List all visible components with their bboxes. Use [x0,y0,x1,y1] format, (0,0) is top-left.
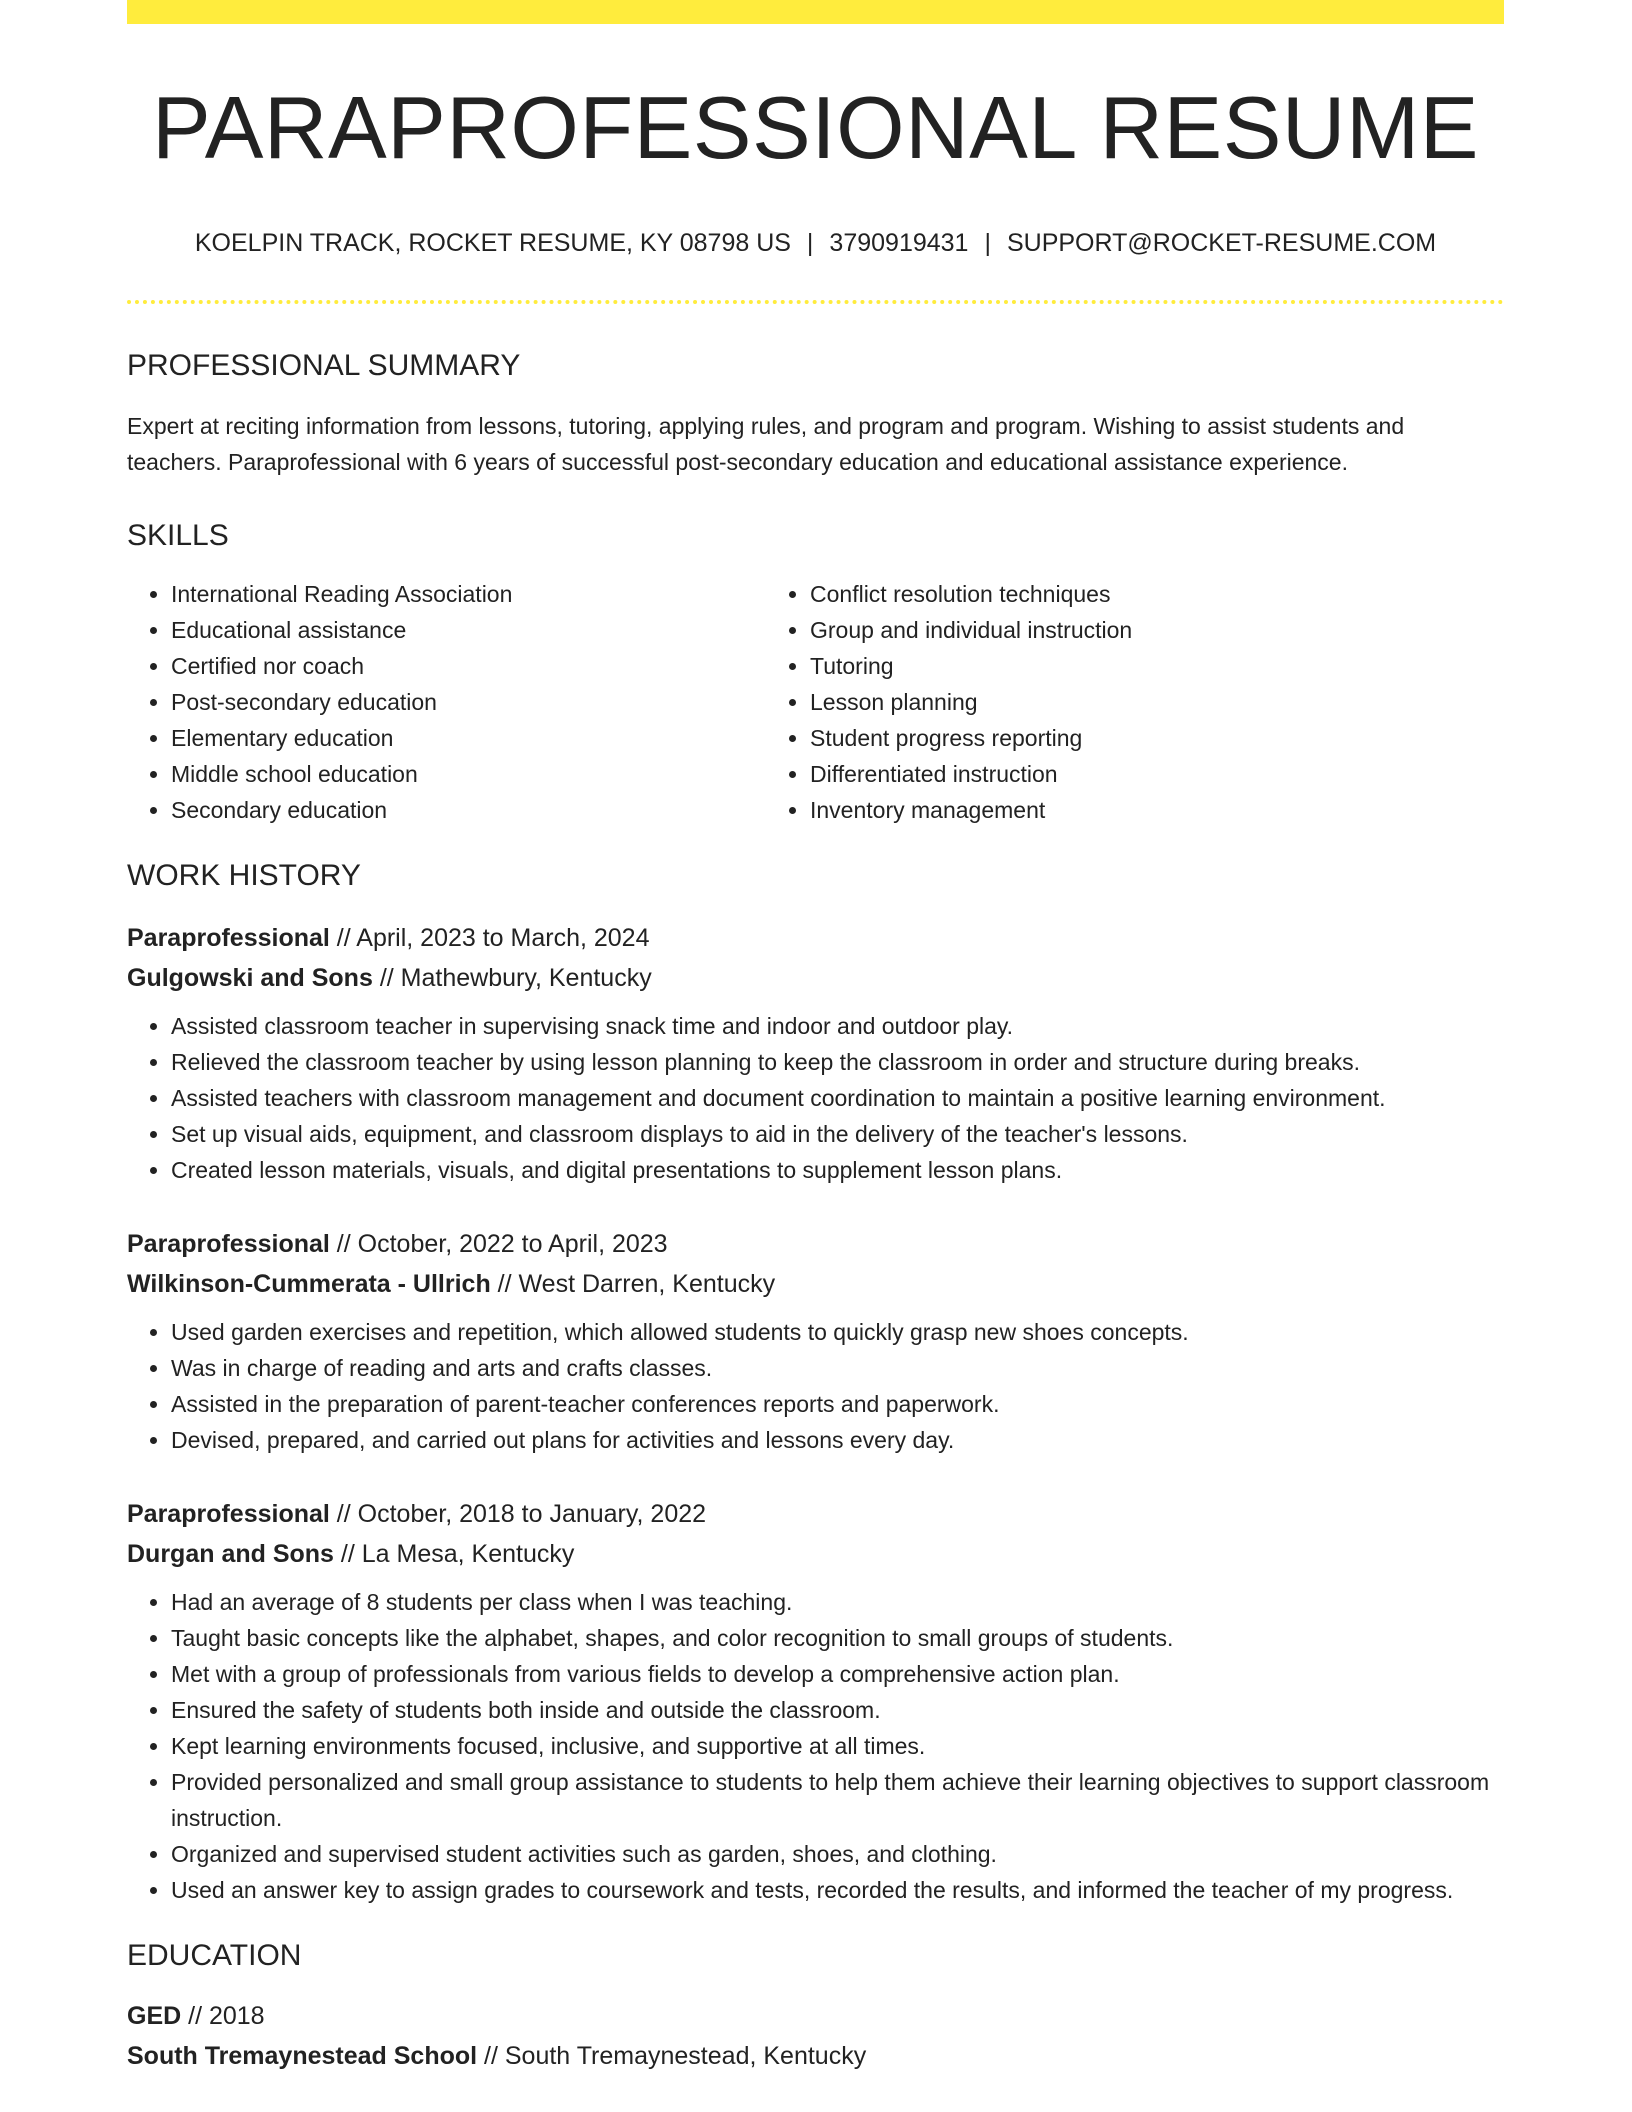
job-bullet: • Assisted classroom teacher in supervising snack time and indoor and outdoor play. [171,1008,1504,1044]
education-year: // 2018 [181,2002,265,2030]
job-company-line [127,1534,1504,1574]
education-degree: GED [127,2002,182,2030]
job-bullets [127,1584,1504,1908]
skill-item: • Post-secondary education [171,684,761,720]
job-company: Wilkinson-Cummerata - Ullrich [127,1270,491,1298]
job-title-line [127,1224,1504,1264]
contact-line [127,228,1504,258]
job-entry [127,1494,1504,1908]
top-accent-bar [127,0,1504,24]
skills-column-left [127,576,761,828]
job-company-line [127,1264,1504,1304]
job-dates: // April, 2023 to March, 2024 [329,924,650,952]
skill-item: • Group and individual instruction [810,612,1501,648]
summary-heading: PROFESSIONAL SUMMARY [127,349,521,382]
skill-item: • Elementary education [171,720,761,756]
education-entry [127,1996,1504,2076]
job-bullet: • Assisted in the preparation of parent-teacher conferences reports and paperwork. [171,1386,1504,1422]
job-entry [127,1224,1504,1458]
job-title-line [127,918,1504,958]
skill-item: • Certified nor coach [171,648,761,684]
job-bullet: • Assisted teachers with classroom management and document coordination to maintain a positive learning environment. [171,1080,1504,1116]
contact-separator: | [984,229,991,257]
job-role: Paraprofessional [127,1230,330,1258]
job-bullet: • Organized and supervised student activities such as garden, shoes, and clothing. [171,1836,1504,1872]
skill-item: • Secondary education [171,792,761,828]
job-bullet: • Met with a group of professionals from various fields to develop a comprehensive action plan. [171,1656,1504,1692]
job-bullet: • Kept learning environments focused, inclusive, and supportive at all times. [171,1728,1504,1764]
skills-column-right [761,576,1501,828]
job-company: Durgan and Sons [127,1540,334,1568]
job-bullet: • Taught basic concepts like the alphabet, shapes, and color recognition to small groups of students. [171,1620,1504,1656]
job-company-line [127,958,1504,998]
job-bullet: • Used garden exercises and repetition, which allowed students to quickly grasp new shoes concepts. [171,1314,1504,1350]
job-location: // Mathewbury, Kentucky [372,964,652,992]
education-heading: EDUCATION [127,1939,302,1972]
job-bullet: • Created lesson materials, visuals, and digital presentations to supplement lesson plans. [171,1152,1504,1188]
skill-item: • Student progress reporting [810,720,1501,756]
job-bullet: • Devised, prepared, and carried out plans for activities and lessons every day. [171,1422,1504,1458]
job-dates: // October, 2018 to January, 2022 [329,1500,707,1528]
header-divider [127,300,1504,304]
education-school-line [127,2036,1504,2076]
contact-phone[interactable]: 3790919431 [829,229,969,257]
job-entry [127,918,1504,1188]
job-bullet: • Set up visual aids, equipment, and classroom displays to aid in the delivery of the teacher's lessons. [171,1116,1504,1152]
skills-heading: SKILLS [127,519,229,552]
contact-separator: | [806,229,814,257]
job-role: Paraprofessional [127,924,330,952]
skill-item: • Lesson planning [810,684,1501,720]
job-bullet: • Was in charge of reading and arts and crafts classes. [171,1350,1504,1386]
job-company: Gulgowski and Sons [127,964,373,992]
job-location: // West Darren, Kentucky [490,1270,776,1298]
job-title-line [127,1494,1504,1534]
resume-title: PARAPROFESSIONAL RESUME [152,78,1479,177]
skill-item: • International Reading Association [171,576,761,612]
education-school: South Tremaynestead School [127,2042,478,2070]
job-bullet: • Ensured the safety of students both inside and outside the classroom. [171,1692,1504,1728]
job-bullet: • Provided personalized and small group assistance to students to help them achieve their learning objectives to support classroom instruction. [171,1764,1504,1836]
skill-item: • Inventory management [810,792,1501,828]
skill-item: • Differentiated instruction [810,756,1501,792]
job-dates: // October, 2022 to April, 2023 [329,1230,668,1258]
job-bullet: • Used an answer key to assign grades to coursework and tests, recorded the results, and informed the teacher of my progress. [171,1872,1504,1908]
summary-text: Expert at reciting information from lessons, tutoring, applying rules, and program and program. Wishing to assist students and teachers. Paraprofessional with 6 years of successful post-secondary education and educational assistance experience. [127,413,1405,475]
skill-item: • Conflict resolution techniques [810,576,1501,612]
job-bullet: • Had an average of 8 students per class when I was teaching. [171,1584,1504,1620]
contact-address: KOELPIN TRACK, ROCKET RESUME, KY 08798 US [194,229,791,257]
skill-item: • Middle school education [171,756,761,792]
skill-item: • Tutoring [810,648,1501,684]
job-bullets [127,1008,1504,1188]
job-location: // La Mesa, Kentucky [333,1540,575,1568]
resume-page [127,0,1504,2076]
contact-email[interactable]: SUPPORT@ROCKET-RESUME.COM [1006,229,1437,257]
job-bullet: • Relieved the classroom teacher by using lesson planning to keep the classroom in order and structure during breaks. [171,1044,1504,1080]
work-history-heading: WORK HISTORY [127,859,361,892]
job-role: Paraprofessional [127,1500,330,1528]
job-bullets [127,1314,1504,1458]
skills-list [127,576,1504,828]
education-degree-line [127,1996,1504,2036]
skill-item: • Educational assistance [171,612,761,648]
education-location: // South Tremaynestead, Kentucky [477,2042,867,2070]
